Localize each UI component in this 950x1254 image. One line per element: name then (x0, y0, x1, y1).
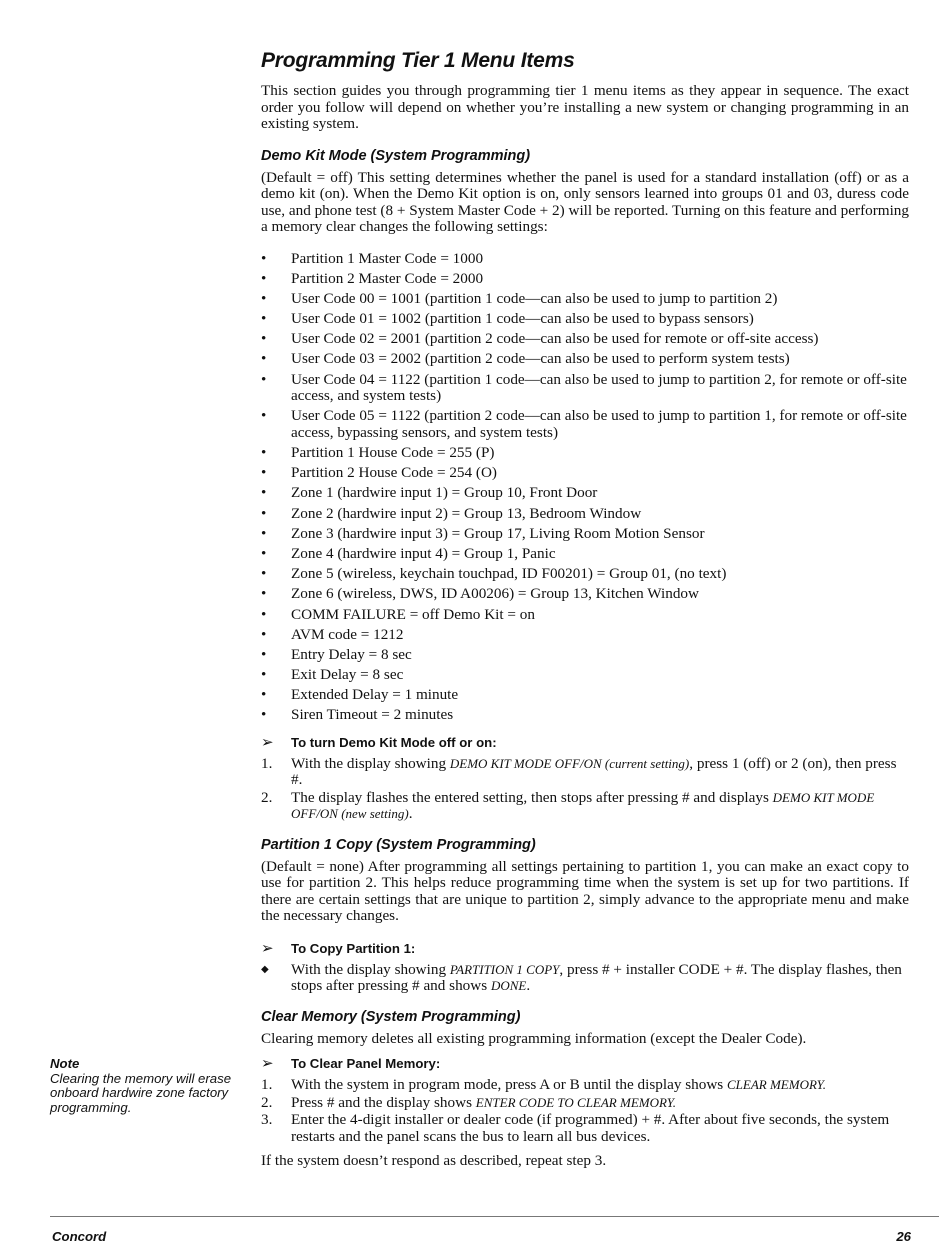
step-text: With the system in program mode, press A or B until the display shows (291, 1076, 727, 1094)
step-item (261, 1112, 909, 1145)
display-text: PARTITION 1 COPY (449, 961, 560, 977)
demo-kit-heading: Demo Kit Mode (System Programming) (261, 147, 531, 164)
demo-kit-steps (261, 756, 909, 823)
bullet-icon: • (261, 484, 267, 502)
page-number: 26 (896, 1229, 911, 1244)
list-item (261, 372, 909, 405)
partition-copy-paragraph: (Default = none) After programming all settings pertaining to partition 1, you can make an exact copy to use for partition 2. This helps reduce programming time when the system is set up for two partitions. If there are certain settings that are unique to partition 2, simply advance to the appropriate menu and make the necessary changes. (261, 857, 909, 925)
list-item-text: Exit Delay = 8 sec (291, 666, 404, 684)
display-text: DEMO KIT MODE OFF/ON (current setting) (449, 755, 690, 771)
list-item (261, 607, 909, 624)
step-item (261, 1077, 909, 1094)
demo-kit-settings-list (261, 251, 909, 724)
list-item (261, 271, 909, 288)
page-title: Programming Tier 1 Menu Items (261, 49, 575, 72)
list-item (261, 707, 909, 724)
list-item-text: Zone 1 (hardwire input 1) = Group 10, Front Door (291, 484, 598, 502)
step-number: 2. (261, 1093, 273, 1111)
bullet-icon: • (261, 645, 267, 663)
step-text: Press # and the display shows (291, 1093, 476, 1111)
list-item (261, 291, 909, 308)
closing-paragraph: If the system doesn’t respond as described, repeat step 3. (261, 1152, 607, 1170)
list-item (261, 351, 909, 368)
list-item (261, 647, 909, 664)
display-text: DONE (490, 978, 527, 994)
bullet-icon: • (261, 289, 267, 307)
step-text: With the display showing (291, 960, 450, 978)
list-item-text: Siren Timeout = 2 minutes (291, 706, 454, 724)
bullet-icon: • (261, 504, 267, 522)
procedure-title-demo-kit (261, 734, 909, 751)
bullet-icon: • (261, 350, 267, 368)
list-item-text: AVM code = 1212 (291, 625, 404, 643)
list-item-text: Partition 2 Master Code = 2000 (291, 269, 484, 287)
bullet-icon: • (261, 330, 267, 348)
list-item-text: Partition 2 House Code = 254 (O) (291, 464, 497, 482)
note-heading: Note (50, 1056, 80, 1071)
bullet-icon: • (261, 706, 267, 724)
list-item-text: User Code 01 = 1002 (partition 1 code—can also be used to bypass sensors) (291, 310, 754, 328)
clear-memory-paragraph: Clearing memory deletes all existing programming information (except the Dealer Code). (261, 1029, 807, 1047)
procedure-title-text: To Copy Partition 1: (291, 940, 416, 956)
bullet-icon: • (261, 444, 267, 461)
list-item-text: Zone 5 (wireless, keychain touchpad, ID F00201) = Group 01, (no text) (291, 565, 727, 583)
list-item (261, 465, 909, 482)
step-item (261, 756, 909, 789)
list-item (261, 667, 909, 684)
list-item (261, 311, 909, 328)
diamond-bullet-icon: ◆ (261, 963, 269, 975)
bullet-icon: • (261, 269, 267, 287)
list-item-text: Zone 3 (hardwire input 3) = Group 17, Living Room Motion Sensor (291, 524, 705, 542)
step-number: 1. (261, 1076, 273, 1094)
bullet-icon: • (261, 249, 267, 267)
procedure-title-clear-memory (261, 1055, 909, 1072)
procedure-title-text: To turn Demo Kit Mode off or on: (291, 734, 497, 750)
list-item-text: Partition 1 House Code = 255 (P) (291, 444, 495, 461)
list-item-text: Extended Delay = 1 minute (291, 686, 459, 704)
list-item-text: User Code 00 = 1001 (partition 1 code—can also be used to jump to partition 2) (291, 289, 778, 307)
list-item (261, 687, 909, 704)
procedure-title-text: To Clear Panel Memory: (291, 1056, 441, 1072)
clear-memory-section (261, 1009, 909, 1170)
list-item-text: Zone 2 (hardwire input 2) = Group 13, Bedroom Window (291, 504, 642, 522)
clear-memory-heading: Clear Memory (System Programming) (261, 1008, 521, 1025)
intro-paragraph: This section guides you through programming tier 1 menu items as they appear in sequence. The exact order you follow will depend on whether you’re installing a new system or changing programming in an existing system. (261, 82, 909, 132)
list-item-text: COMM FAILURE = off Demo Kit = on (291, 605, 535, 623)
step-text: The display flashes the entered setting, then stops after pressing # and displays (291, 788, 773, 806)
arrow-bullet-icon: ➢ (261, 1055, 274, 1073)
display-text: ENTER CODE TO CLEAR MEMORY. (475, 1094, 676, 1110)
partition-copy-heading: Partition 1 Copy (System Programming) (261, 836, 536, 853)
footer-product-name: Concord (52, 1229, 107, 1244)
arrow-bullet-icon: ➢ (261, 939, 274, 957)
step-text: , press 1 (off) or 2 (on), then press #. (291, 754, 897, 789)
list-item-text: Partition 1 Master Code = 1000 (291, 249, 484, 267)
bullet-icon: • (261, 524, 267, 542)
side-note (50, 1057, 235, 1115)
step-item (261, 962, 909, 995)
list-item (261, 251, 909, 268)
bullet-icon: • (261, 407, 267, 425)
bullet-icon: • (261, 565, 267, 583)
bullet-icon: • (261, 544, 267, 562)
list-item (261, 408, 909, 441)
step-text: With the display showing (291, 754, 450, 772)
list-item-text: User Code 03 = 2002 (partition 2 code—can also be used to perform system tests) (291, 350, 790, 368)
bullet-icon: • (261, 310, 267, 328)
partition-copy-steps (261, 962, 909, 995)
bullet-icon: • (261, 585, 267, 603)
bullet-icon: • (261, 605, 267, 623)
main-content (261, 49, 909, 1185)
list-item (261, 546, 909, 563)
clear-memory-steps (261, 1077, 909, 1145)
list-item (261, 627, 909, 644)
list-item (261, 586, 909, 603)
demo-kit-section (261, 148, 909, 823)
list-item (261, 506, 909, 523)
step-text: , press # + installer CODE + #. The display flashes, then stops after pressing # and shows (291, 960, 902, 995)
step-number: 3. (261, 1111, 273, 1129)
bullet-icon: • (261, 370, 267, 388)
list-item (261, 526, 909, 543)
note-text: Clearing the memory will erase onboard hardwire zone factory programming. (50, 1070, 232, 1115)
list-item (261, 566, 909, 583)
list-item (261, 331, 909, 348)
bullet-icon: • (261, 625, 267, 643)
step-number: 1. (261, 754, 273, 772)
step-text: . (526, 977, 531, 995)
partition-copy-section (261, 837, 909, 995)
list-item-text: Zone 6 (wireless, DWS, ID A00206) = Group 13, Kitchen Window (291, 585, 699, 603)
bullet-icon: • (261, 666, 267, 684)
list-item-text: User Code 02 = 2001 (partition 2 code—can also be used for remote or off-site access) (291, 330, 819, 348)
step-number: 2. (261, 788, 273, 806)
footer-divider (50, 1216, 939, 1217)
step-item (261, 790, 909, 823)
step-item (261, 1095, 909, 1112)
demo-kit-paragraph: (Default = off) This setting determines whether the panel is used for a standard installation (off) or as a demo kit (on). When the Demo Kit option is on, only sensors learned into groups 01 and 03, duress code use, and phone test (8 + System Master Code + 2) will be reported. Turning on this feature and performing a memory clear changes the following settings: (261, 168, 909, 235)
bullet-icon: • (261, 686, 267, 704)
display-text: DEMO KIT MODE OFF/ON (new setting) (291, 789, 875, 822)
list-item (261, 485, 909, 502)
procedure-title-partition-copy (261, 940, 909, 957)
arrow-bullet-icon: ➢ (261, 733, 274, 751)
step-text: Enter the 4-digit installer or dealer code (if programmed) + #. After about five seconds, the system restarts and the panel scans the bus to learn all bus devices. (291, 1111, 890, 1145)
list-item-text: User Code 04 = 1122 (partition 1 code—can also be used to jump to partition 2, for remote or off-site access, and system tests) (291, 370, 907, 405)
bullet-icon: • (261, 464, 267, 482)
display-text: CLEAR MEMORY. (727, 1077, 826, 1093)
list-item-text: User Code 05 = 1122 (partition 2 code—can also be used to jump to partition 1, for remote or off-site access, bypassing sensors, and system tests) (291, 407, 907, 441)
list-item-text: Entry Delay = 8 sec (291, 645, 412, 663)
list-item (261, 445, 909, 462)
list-item-text: Zone 4 (hardwire input 4) = Group 1, Panic (291, 544, 556, 562)
step-text: . (408, 805, 413, 823)
